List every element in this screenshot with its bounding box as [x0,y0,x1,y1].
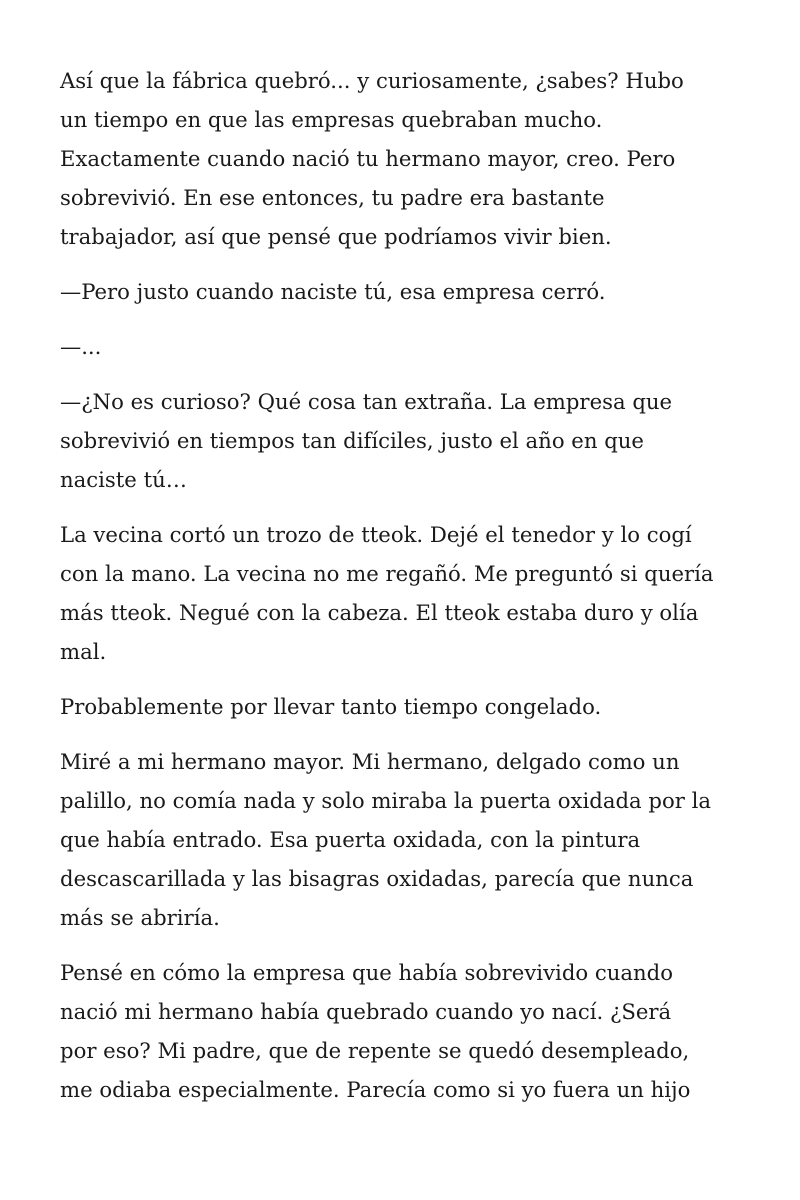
text-line: —Pero justo cuando naciste tú, esa empresa cerró. [60,279,606,304]
text-line: Probablemente por llevar tanto tiempo congelado. [60,694,602,719]
paragraph [60,742,760,937]
text-line: Pensé en cómo la empresa que había sobrevivido cuando [60,960,673,985]
text-line: —¿No es curioso? Qué cosa tan extraña. La empresa que [60,389,673,414]
paragraph [60,687,760,726]
paragraph [60,953,760,1109]
text-line: La vecina cortó un trozo de tteok. Dejé el tenedor y lo cogí [60,522,692,547]
text-line: por eso? Mi padre, que de repente se quedó desempleado, [60,1038,690,1063]
text-line: mal. [60,639,107,664]
text-line: naciste tú… [60,467,187,492]
paragraph [60,382,760,499]
text-line: —... [60,334,102,359]
text-line: trabajador, así que pensé que podríamos vivir bien. [60,224,612,249]
text-line: descascarillada y las bisagras oxidadas, parecía que nunca [60,866,694,891]
text-line: con la mano. La vecina no me regañó. Me preguntó si quería [60,561,714,586]
text-line: Miré a mi hermano mayor. Mi hermano, delgado como un [60,749,680,774]
paragraph [60,515,760,671]
text-line: Exactamente cuando nació tu hermano mayor, creo. Pero [60,146,676,171]
text-line: que había entrado. Esa puerta oxidada, con la pintura [60,827,641,852]
text-line: más tteok. Negué con la cabeza. El tteok estaba duro y olía [60,600,699,625]
text-line: más se abriría. [60,905,220,930]
paragraph [60,61,760,256]
text-line: sobrevivió. En ese entonces, tu padre era bastante [60,185,605,210]
text-line: me odiaba especialmente. Parecía como si yo fuera un hijo [60,1077,691,1102]
text-line: un tiempo en que las empresas quebraban mucho. [60,107,603,132]
text-line: Así que la fábrica quebró... y curiosamente, ¿sabes? Hubo [60,68,684,93]
paragraph [60,272,760,311]
text-line: palillo, no comía nada y solo miraba la puerta oxidada por la [60,788,711,813]
text-line: nació mi hermano había quebrado cuando yo nací. ¿Será [60,999,672,1024]
text-line: sobrevivió en tiempos tan difíciles, justo el año en que [60,428,644,453]
document-page [60,61,760,1125]
paragraph [60,327,760,366]
